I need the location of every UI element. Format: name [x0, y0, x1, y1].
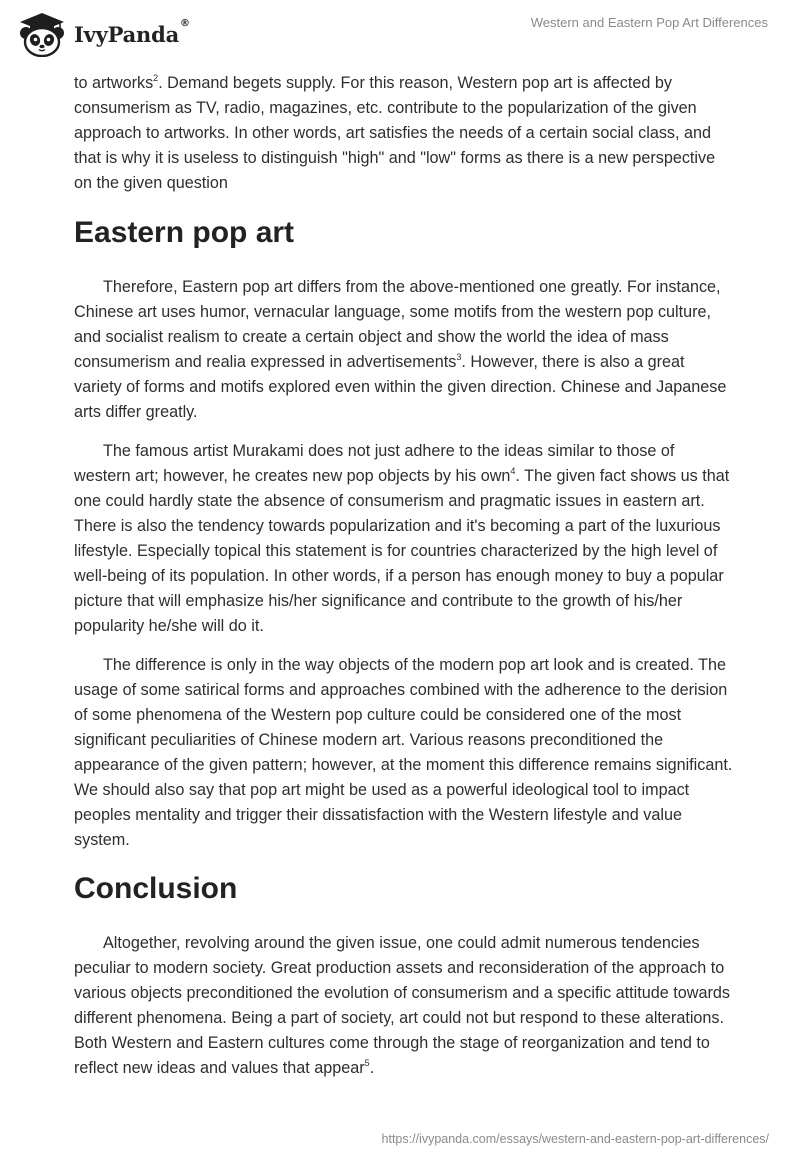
footnote-ref[interactable]: 3 — [456, 351, 462, 362]
eastern-paragraph-3: The difference is only in the way objects of the modern pop art look and is created. The usage of some satirical forms and approaches combined with the adherence to the derision of some phenomena of the Western pop culture could be considered one of the most significant peculiarities of Chinese modern art. Various reasons preconditioned the appearance of the given pattern; however, at the moment this difference remains significant. We should also say that pop art might be used as a powerful ideological tool to impact peoples mentality and trigger their dissatisfaction with the Western lifestyle and value system. — [74, 656, 733, 849]
document-title: Western and Eastern Pop Art Differences — [530, 15, 768, 30]
eastern-pop-art-heading: Eastern pop art — [74, 216, 295, 249]
eastern-paragraph-1: Therefore, Eastern pop art differs from the above-mentioned one greatly. For instance, Chinese art uses humor, vernacular language, some motifs from the western pop culture, and socialist realism to create a certain object and show the world the idea of mass consumerism and realia expressed in advertisements$^3$. However, there is also a great variety of forms and motifs explored even within the given direction. Chinese and Japanese arts differ greatly. — [74, 278, 727, 421]
footnote-ref[interactable]: 2 — [153, 72, 159, 83]
intro-paragraph: to artworks$^2$. Demand begets supply. For this reason, Western pop art is affected by consumerism as TV, radio, magazines, etc. contribute to the popularization of the given approach to artworks. In other words, art satisfies the needs of a certain social class, and that is why it is useless to distinguish "high" and "low" forms as there is a new perspective on the given question — [74, 72, 716, 192]
eastern-paragraph-2: The famous artist Murakami does not just adhere to the ideas similar to those of western art; however, he creates new pop objects by his own$^4$. The given fact shows us that one could hardly state the absence of consumerism and pragmatic issues in eastern art. There is also the tendency towards popularization and it's becoming a part of the luxurious lifestyle. Especially topical this statement is for countries characterized by the high level of well-being of its population. In other words, if a person has enough money to buy a popular picture that will emphasize his/her significance and contribute to the growth of his/her popularity he/she will do it. — [74, 442, 730, 635]
conclusion-paragraph: Altogether, revolving around the given issue, one could admit numerous tendencies peculiar to modern society. Great production assets and reconsideration of the approach to various objects preconditioned the evolution of consumerism and a specific attitude towards different phenomena. Being a part of society, art could not but respond to these alterations. Both Western and Eastern cultures come through the stage of reorganization and tend to reflect new ideas and values that appear$^5$. — [74, 934, 730, 1077]
panda-graduate-icon — [16, 11, 68, 57]
footnote-ref[interactable]: 5 — [364, 1057, 370, 1068]
page-header — [0, 0, 800, 70]
conclusion-heading: Conclusion — [74, 872, 238, 905]
essay-body — [74, 71, 734, 1095]
footnote-ref[interactable]: 4 — [510, 465, 516, 476]
ivypanda-logo[interactable] — [16, 8, 190, 60]
brand-name: IvyPanda® — [74, 17, 190, 47]
source-url[interactable]: https://ivypanda.com/essays/western-and-eastern-pop-art-differences/ — [381, 1132, 769, 1146]
